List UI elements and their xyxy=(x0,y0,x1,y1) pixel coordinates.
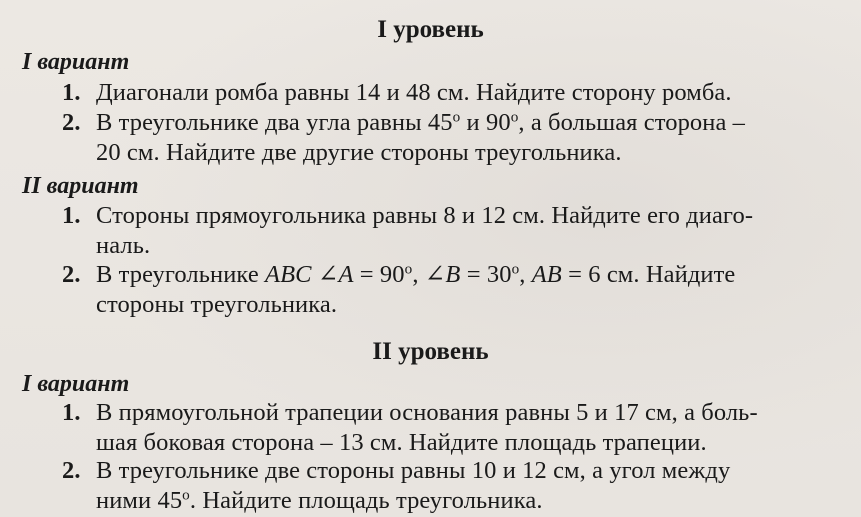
task-text-line: наль. xyxy=(96,232,151,259)
task-number: 2. xyxy=(62,457,81,484)
task-text-line: 20 см. Найдите две другие стороны треугольника. xyxy=(96,139,622,166)
task-text-line: стороны треугольника. xyxy=(96,291,338,318)
text-fragment: В треугольнике xyxy=(96,261,266,288)
text-fragment: = 6 см. Найдите xyxy=(561,261,736,288)
math-label: AB xyxy=(531,261,562,288)
text-fragment: и 90 xyxy=(460,109,511,136)
level-2-heading: II уровень xyxy=(372,338,489,365)
degree-sign: o xyxy=(510,108,519,126)
text-fragment: = 30 xyxy=(460,261,512,288)
text-fragment: , xyxy=(519,261,532,288)
task-text-line xyxy=(96,260,852,290)
task-text-line: В треугольнике две стороны равны 10 и 12 см, а угол между xyxy=(96,457,731,484)
level-2-variant-1-task-1 xyxy=(62,398,852,458)
task-text-line: шая боковая сторона – 13 см. Найдите площадь трапеции. xyxy=(96,429,707,456)
task-text-line xyxy=(96,108,852,138)
text-fragment: , а большая сторона – xyxy=(518,109,746,136)
task-number: 1. xyxy=(62,399,81,426)
degree-sign: o xyxy=(511,260,520,278)
task-number: 2. xyxy=(62,261,81,288)
degree-sign: o xyxy=(404,260,413,278)
text-fragment: ∠ xyxy=(311,261,339,288)
task-text-line: Диагонали ромба равны 14 и 48 см. Найдите сторону ромба. xyxy=(96,79,732,106)
degree-sign: o xyxy=(182,486,190,504)
text-fragment: ними 45 xyxy=(96,487,183,514)
task-number: 1. xyxy=(62,202,81,229)
level-1-variant-1-task-2 xyxy=(62,108,852,168)
level-2-variant-1-label: I вариант xyxy=(22,371,130,397)
degree-sign: o xyxy=(452,108,461,126)
level-1-variant-1-label: I вариант xyxy=(22,49,130,75)
task-text-line xyxy=(96,486,852,516)
math-label: A xyxy=(338,261,354,288)
text-fragment: . Найдите площадь треугольника. xyxy=(189,487,543,514)
level-1-variant-2-task-1 xyxy=(62,201,852,261)
text-fragment: , ∠ xyxy=(412,261,446,288)
level-1-heading: I уровень xyxy=(377,16,484,43)
math-label: ABC xyxy=(265,261,312,288)
level-1-variant-1-task-1 xyxy=(62,78,852,108)
level-2-variant-1-task-2 xyxy=(62,456,852,516)
task-number: 1. xyxy=(62,79,81,106)
text-fragment: В треугольнике два угла равны 45 xyxy=(96,109,453,136)
text-fragment: = 90 xyxy=(353,261,405,288)
level-1-variant-2-label: II вариант xyxy=(22,173,139,199)
task-number: 2. xyxy=(62,109,81,136)
level-1-variant-2-task-2 xyxy=(62,260,852,320)
task-text-line: В прямоугольной трапеции основания равны 5 и 17 см, а боль- xyxy=(96,399,758,426)
math-label: B xyxy=(445,261,461,288)
task-text-line: Стороны прямоугольника равны 8 и 12 см. Найдите его диаго- xyxy=(96,202,754,229)
